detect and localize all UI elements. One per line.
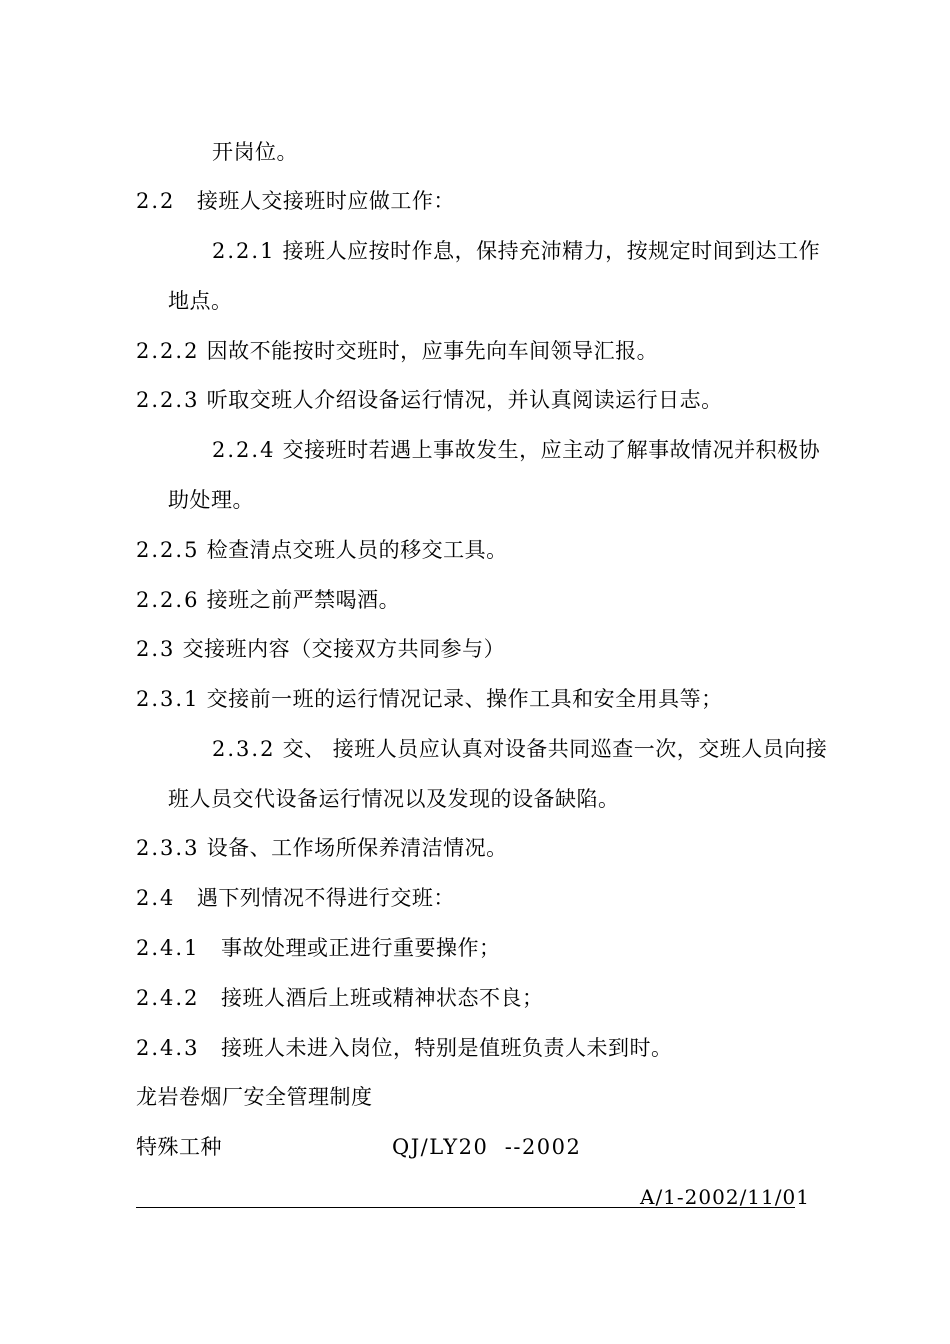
clause-2-4-2 xyxy=(136,985,543,1011)
footer-document-code xyxy=(392,1134,581,1160)
clause-number: 2.2.4 xyxy=(212,438,276,462)
clause-number: 2.4.3 xyxy=(136,1036,200,1060)
clause-number: 2.2.3 xyxy=(136,388,200,412)
line-text: 交接班内容（交接双方共同参与） xyxy=(175,637,506,661)
line-text: 地点。 xyxy=(168,289,233,313)
line-text: 交接班时若遇上事故发生，应主动了解事故情况并积极协 xyxy=(275,438,821,462)
line-text: 遇下列情况不得进行交班： xyxy=(175,886,455,910)
clause-number: 2.2.1 xyxy=(212,239,276,263)
clause-2-2-6 xyxy=(136,587,400,613)
line-text: 因故不能按时交班时，应事先向车间领导汇报。 xyxy=(199,339,659,363)
category-label: 特殊工种 xyxy=(136,1135,222,1159)
line-text: 开岗位。 xyxy=(212,140,298,164)
line-text: 设备、工作场所保养清洁情况。 xyxy=(199,836,508,860)
line-text: 接班人交接班时应做工作： xyxy=(175,189,455,213)
clause-number: 2.3.2 xyxy=(212,737,276,761)
line-text: 事故处理或正进行重要操作； xyxy=(199,936,501,960)
line-text: 检查清点交班人员的移交工具。 xyxy=(199,538,508,562)
section-number: 2.4 xyxy=(136,886,176,910)
line-text: 交接前一班的运行情况记录、操作工具和安全用具等； xyxy=(199,687,723,711)
clause-2-4-1 xyxy=(136,935,500,961)
section-number: 2.3 xyxy=(136,637,176,661)
line-text: 接班人未进入岗位，特别是值班负责人未到时。 xyxy=(199,1036,673,1060)
clause-2-2-5 xyxy=(136,537,508,563)
paragraph-continuation xyxy=(212,139,298,165)
clause-number: 2.2.5 xyxy=(136,538,200,562)
clause-2-2-1 xyxy=(212,238,820,264)
section-heading-2-3 xyxy=(136,636,505,662)
clause-2-2-4-continuation xyxy=(168,487,254,513)
section-number: 2.2 xyxy=(136,189,176,213)
clause-number: 2.3.3 xyxy=(136,836,200,860)
document-code: QJ/LY20 --2002 xyxy=(392,1135,582,1159)
company-title: 龙岩卷烟厂安全管理制度 xyxy=(136,1085,373,1109)
footer-category xyxy=(136,1134,222,1160)
line-text: 接班人应按时作息，保持充沛精力，按规定时间到达工作 xyxy=(275,239,821,263)
clause-number: 2.2.2 xyxy=(136,339,200,363)
line-text: 交、 接班人员应认真对设备共同巡查一次，交班人员向接 xyxy=(275,737,828,761)
clause-2-2-1-continuation xyxy=(168,288,233,314)
line-text: 接班之前严禁喝酒。 xyxy=(199,588,401,612)
section-heading-2-4 xyxy=(136,885,455,911)
clause-2-3-1 xyxy=(136,686,723,712)
line-text: 听取交班人介绍设备运行情况，并认真阅读运行日志。 xyxy=(199,388,723,412)
clause-2-3-2 xyxy=(212,736,827,762)
clause-number: 2.4.2 xyxy=(136,986,200,1010)
clause-number: 2.2.6 xyxy=(136,588,200,612)
footer-divider xyxy=(136,1207,795,1208)
clause-2-2-3 xyxy=(136,387,723,413)
clause-2-4-3 xyxy=(136,1035,672,1061)
line-text: 班人员交代设备运行情况以及发现的设备缺陷。 xyxy=(168,787,620,811)
line-text: 助处理。 xyxy=(168,488,254,512)
clause-2-3-3 xyxy=(136,835,508,861)
clause-2-2-4 xyxy=(212,437,820,463)
clause-number: 2.3.1 xyxy=(136,687,200,711)
clause-number: 2.4.1 xyxy=(136,936,200,960)
section-heading-2-2 xyxy=(136,188,455,214)
line-text: 接班人酒后上班或精神状态不良； xyxy=(199,986,544,1010)
clause-2-2-2 xyxy=(136,338,658,364)
footer-revision: A/1-2002/11/01 xyxy=(640,1185,810,1209)
clause-2-3-2-continuation xyxy=(168,786,620,812)
footer-company-title xyxy=(136,1084,373,1110)
